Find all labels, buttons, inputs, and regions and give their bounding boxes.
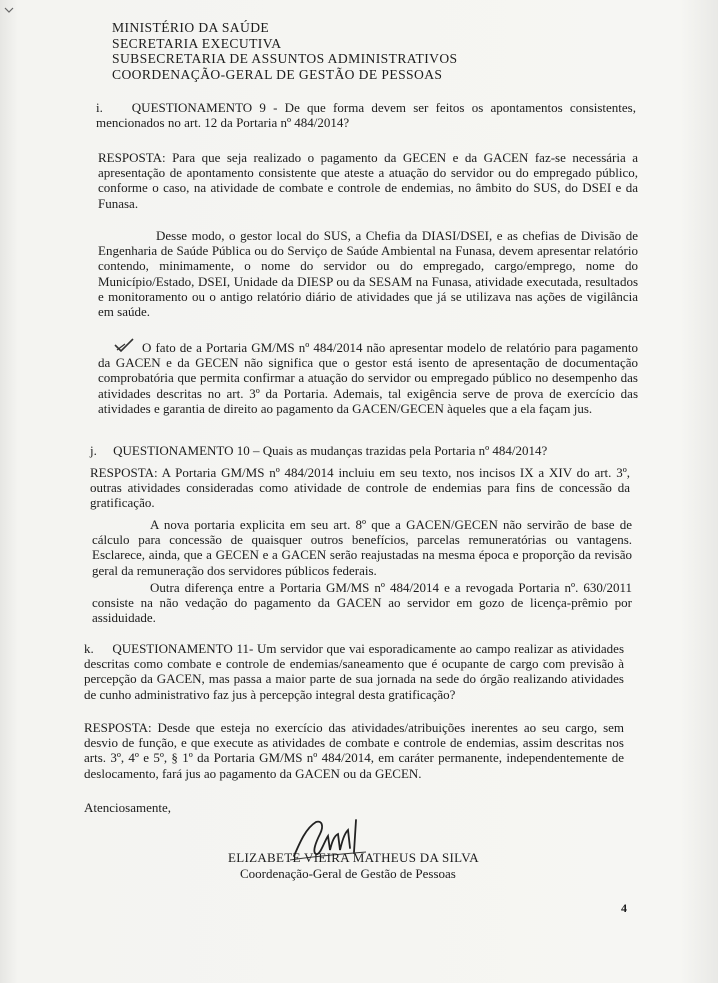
section-j-question-text: QUESTIONAMENTO 10 – Quais as mudanças trazidas pela Portaria nº 484/2014?: [113, 443, 548, 458]
section-j-answer-3: [92, 580, 632, 626]
section-i-answer-p2: Desse modo, o gestor local do SUS, a Chefia da DIASI/DSEI, e as chefias de Divisão de Engenharia de Saúde Pública ou do Serviço de Saúde Ambiental na Funasa, devem apresentar relatório contendo, minimamente, o nome do servidor ou do empregado, cargo/emprego, nome do Município/Estado, DSEI, Unidade da DIESP ou da SESAM na Funasa, atividade executada, resultados e monitoramento ou o antigo relatório diário de atividades que já se utilizava nas ações de vigilância em saúde.: [98, 228, 638, 320]
header-secretariat: SECRETARIA EXECUTIVA: [112, 35, 282, 51]
section-i-answer-p3: O fato de a Portaria GM/MS nº 484/2014 não apresentar modelo de relatório para pagamento da GACEN e da GECEN não significa que o gestor está isento de apresentação de documentação comprobatória que permita confirmar a atuação do servidor ou empregado público no desempenho das atividades descritas no art. 3º da Portaria. Ademais, tal exigência serve de prova de exercício das atividades e garantia de direito ao pagamento da GACEN/GECEN àqueles que a ela façam jus.: [98, 340, 638, 416]
section-i-answer-1: [98, 150, 638, 211]
section-j-answer-p3: Outra diferença entre a Portaria GM/MS nº 484/2014 e a revogada Portaria nº. 630/2011 consiste na não vedação do pagamento da GACEN ao servidor em gozo de licença-prêmio por assiduidade.: [92, 580, 632, 626]
section-i-question-text: QUESTIONAMENTO 9 - De que forma devem ser feitos os apontamentos consistentes, mencionados no art. 12 da Portaria nº 484/2014?: [96, 100, 636, 131]
section-k-answer-p1: Desde que esteja no exercício das atividades/atribuições inerentes ao seu cargo, sem desvio de função, e que execute as atividades de combate e controle de endemias, assim descritas nos arts. 3º, 4º e 5º, § 1º da Portaria GM/MS nº 484/2014, em caráter permanente, independentemente de deslocamento, fará jus ao pagamento da GACEN ou da GECEN.: [84, 720, 625, 781]
section-j-question: [90, 443, 630, 458]
section-i-marker: i.: [96, 100, 103, 115]
section-i-question: [96, 100, 636, 130]
section-j-marker: j.: [90, 443, 97, 458]
section-k-answer-label: RESPOSTA:: [84, 720, 152, 735]
closing-text: Atenciosamente,: [84, 800, 171, 815]
section-i-answer-3: [98, 340, 638, 416]
section-j-answer-p2: A nova portaria explicita em seu art. 8º que a GACEN/GECEN não servirão de base de cálculo para concessão de quaisquer outros benefícios, parcelas remuneratórias ou vantagens. Esclarece, ainda, que a GECEN e a GACEN serão reajustadas na mesma época e proporção da revisão geral da remuneração dos servidores públicos federais.: [92, 517, 632, 578]
signatory-role: Coordenação-Geral de Gestão de Pessoas: [240, 866, 456, 881]
letterhead: [112, 20, 612, 82]
signatory-name: ELIZABETE VIEIRA MATHEUS DA SILVA: [228, 850, 479, 865]
section-j-answer-p1: A Portaria GM/MS nº 484/2014 incluiu em seu texto, nos incisos IX a XIV do art. 3º, outras atividades consideradas como atividade de controle de endemias para fins de concessão da gratificação.: [90, 465, 630, 511]
page-number: 4: [621, 901, 627, 915]
section-j-answer-1: [90, 465, 630, 511]
section-k-answer: [84, 720, 624, 781]
section-i-answer-label: RESPOSTA:: [98, 150, 166, 165]
section-k-marker: k.: [84, 641, 94, 656]
header-coordination: COORDENAÇÃO-GERAL DE GESTÃO DE PESSOAS: [112, 66, 443, 82]
section-j-answer-2: [92, 517, 632, 578]
section-k-question-text: QUESTIONAMENTO 11- Um servidor que vai esporadicamente ao campo realizar as atividades descritas como combate e controle de endemias/saneamento que é ocupante de cargo com previsão à percepção da GACEN, mas passa a maior parte de sua jornada na sede do órgão realizando atividades de cunho administrativo faz jus à percepção integral desta gratificação?: [84, 641, 624, 702]
header-subsecretariat: SUBSECRETARIA DE ASSUNTOS ADMINISTRATIVOS: [112, 51, 458, 66]
header-ministry: MINISTÉRIO DA SAÚDE: [112, 20, 270, 35]
section-i-answer-2: [98, 228, 638, 319]
section-k-question: [84, 641, 624, 702]
section-i-answer-p1: Para que seja realizado o pagamento da GECEN e da GACEN faz-se necessária a apresentação de apontamento consistente que ateste a atuação do servidor ou do empregado público, conforme o caso, na atividade de combate e controle de endemias, no âmbito do SUS, do DSEI e da Funasa.: [98, 150, 638, 211]
scan-edge-mark: [4, 6, 14, 16]
section-j-answer-label: RESPOSTA:: [90, 465, 158, 480]
